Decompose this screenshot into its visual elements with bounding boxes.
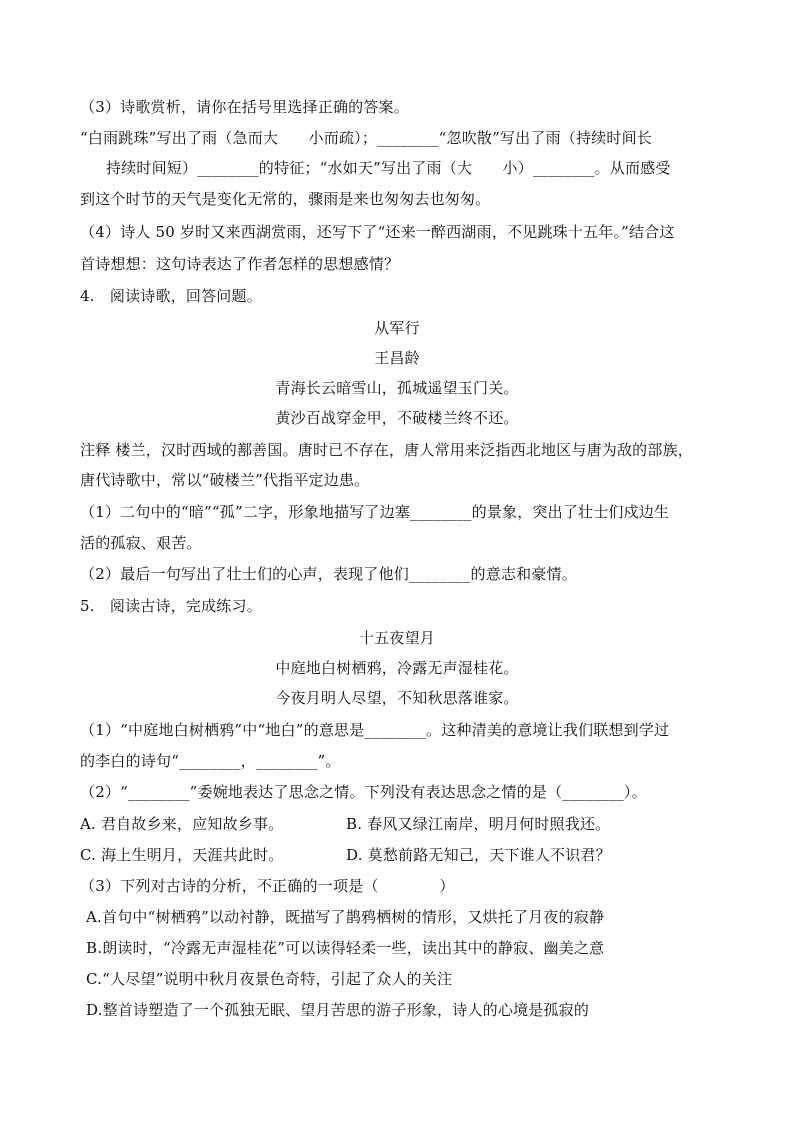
poem-title-shiwuye: 十五夜望月 (358, 629, 435, 647)
annotation-line-1: 注释 楼兰，汉时西域的鄯善国。唐时已不存在，唐人常用来泛指西北地区与唐为敌的部族， (80, 441, 693, 459)
poem-line-2: 黄沙百战穿金甲，不破楼兰终不还。 (275, 409, 519, 427)
q3-option-b: B.朗读时，“冷露无声湿桂花”可以读得轻柔一些，读出其中的静寂、幽美之意 (86, 939, 605, 957)
question-4-heading: 4. 阅读诗歌，回答问题。 (80, 287, 262, 305)
poem-line-1: 中庭地白树栖鸦，冷露无声湿桂花。 (275, 659, 519, 677)
q4-question-2: （2）最后一句写出了壮士们的心声，表现了他们________的意志和豪情。 (80, 565, 577, 583)
q3-line-1: “白雨跳珠”写出了雨（急而大 小而疏）；________“忽吹散”写出了雨（持续时间长 (80, 129, 652, 147)
poem-line-1: 青海长云暗雪山，孤城遥望玉门关。 (275, 379, 519, 397)
q5-question-2: （2）“________”委婉地表达了思念之情。下列没有表达思念之情的是（________）。 (80, 783, 647, 801)
q3-option-a: A.首句中“树栖鸦”以动衬静，既描写了鹊鸦栖树的情形，又烘托了月夜的寂静 (86, 908, 605, 926)
option-a: A. 君自故乡来，应知故乡事。 (80, 815, 284, 833)
q4-sub-line-2: 首诗想想：这句诗表达了作者怎样的思想感情？ (80, 255, 400, 273)
annotation-line-2: 唐代诗歌中，常以“破楼兰”代指平定边患。 (80, 471, 370, 489)
question-5-heading: 5. 阅读古诗，完成练习。 (80, 597, 262, 615)
q3-line-3: 到这个时节的天气是变化无常的，骤雨是来也匆匆去也匆匆。 (80, 190, 491, 208)
q4-question-1-line-2: 活的孤寂、艰苦。 (80, 534, 202, 552)
option-c: C. 海上生明月，天涯共此时。 (80, 846, 284, 864)
option-b: B. 春风又绿江南岸，明月何时照我还。 (346, 815, 611, 833)
q3-option-c: C.“人尽望”说明中秋月夜景色奇特，引起了众人的关注 (86, 970, 453, 988)
q3-line-2: 持续时间短）________的特征；“水如天”写出了雨（大 小）________。从而感受 (106, 159, 671, 177)
q4-question-1-line-1: （1）二句中的“暗”“孤”二字，形象地描写了边塞________的景象，突出了壮士们戍边生 (80, 503, 670, 521)
poem-line-2: 今夜月明人尽望，不知秋思落谁家。 (275, 689, 519, 707)
poem-author: 王昌龄 (374, 349, 420, 367)
poem-title-congjunxing: 从军行 (374, 319, 420, 337)
q5-question-1-line-2: 的李白的诗句“________，________”。 (80, 752, 341, 770)
q3-heading: （3）诗歌赏析，请你在括号里选择正确的答案。 (80, 98, 409, 116)
q5-question-3: （3）下列对古诗的分析，不正确的一项是（ ） (80, 877, 455, 895)
q3-option-d: D.整首诗塑造了一个孤独无眠、望月苦思的游子形象，诗人的心境是孤寂的 (86, 1001, 590, 1019)
q5-question-1-line-1: （1）“中庭地白树栖鸦”中“地白”的意思是________。这种清美的意境让我们联想到学过 (80, 721, 670, 739)
q4-sub-line-1: （4）诗人 50 岁时又来西湖赏雨，还写下了“还来一醉西湖雨，不见跳珠十五年。”结合这 (80, 223, 675, 241)
option-d: D. 莫愁前路无知己，天下谁人不识君？ (346, 846, 611, 864)
